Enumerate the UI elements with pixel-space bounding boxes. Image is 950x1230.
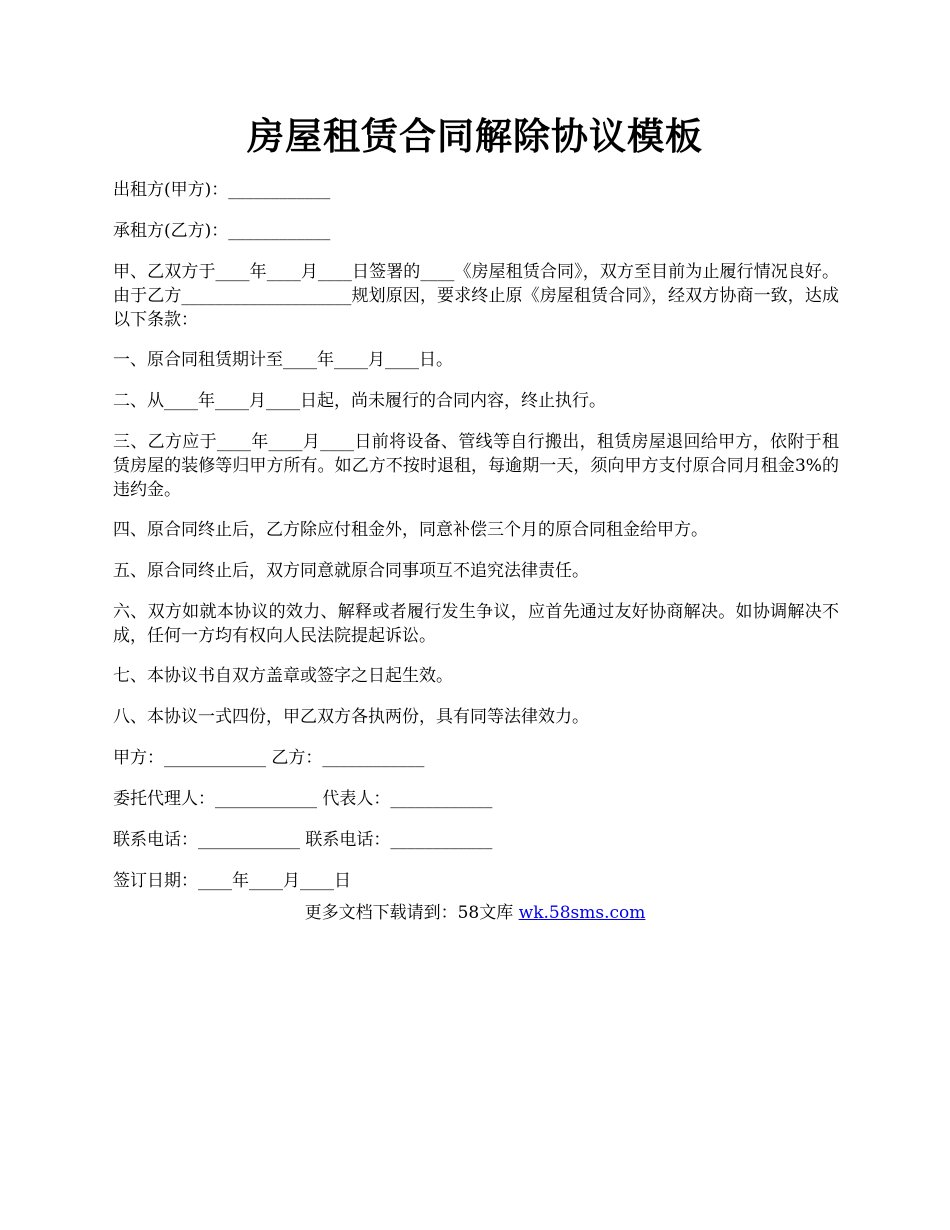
clause-4: 四、原合同终止后，乙方除应付租金外，同意补偿三个月的原合同租金给甲方。 [113,520,708,540]
clause-6: 六、双方如就本协议的效力、解释或者履行发生争议，应首先通过友好协商解决。如协调解决不成，任何一方均有权向人民法院提起诉讼。 [113,602,839,646]
agent-representative-line: 委托代理人：____________ 代表人：____________ [113,789,493,809]
preamble-paragraph: 甲、乙双方于____年____月____日签署的____《房屋租赁合同》，双方至目前为止履行情况良好。由于乙方____________________规划原因，要求终止原《房屋租赁合同》，经双方协商一致，达成以下条款： [113,262,839,330]
contact-phone-line: 联系电话：____________ 联系电话：____________ [113,830,493,850]
clause-7: 七、本协议书自双方盖章或签字之日起生效。 [113,666,453,686]
signature-parties-line: 甲方：____________ 乙方：____________ [113,748,425,768]
lessee-line: 承租方(乙方)：____________ [113,221,331,241]
signing-date-line: 签订日期：____年____月____日 [113,871,351,891]
footer-link[interactable]: wk.58sms.com [518,903,646,923]
clause-5: 五、原合同终止后，双方同意就原合同事项互不追究法律责任。 [113,561,589,581]
clause-2: 二、从____年____月____日起，尚未履行的合同内容，终止执行。 [113,391,606,411]
download-footer [0,901,950,925]
lessor-line: 出租方(甲方)：____________ [113,180,331,200]
document-title: 房屋租赁合同解除协议模板 [247,114,703,158]
clause-1: 一、原合同租赁期计至____年____月____日。 [113,350,453,370]
clause-3: 三、乙方应于____年____月____日前将设备、管线等自行搬出，租赁房屋退回给甲方，依附于租赁房屋的装修等归甲方所有。如乙方不按时退租，每逾期一天，须向甲方支付原合同月租金3%的违约金。 [113,432,839,500]
footer-text: 更多文档下载请到：58文库 [304,903,519,923]
clause-8: 八、本协议一式四份，甲乙双方各执两份，具有同等法律效力。 [113,707,589,727]
document-body [113,178,839,910]
